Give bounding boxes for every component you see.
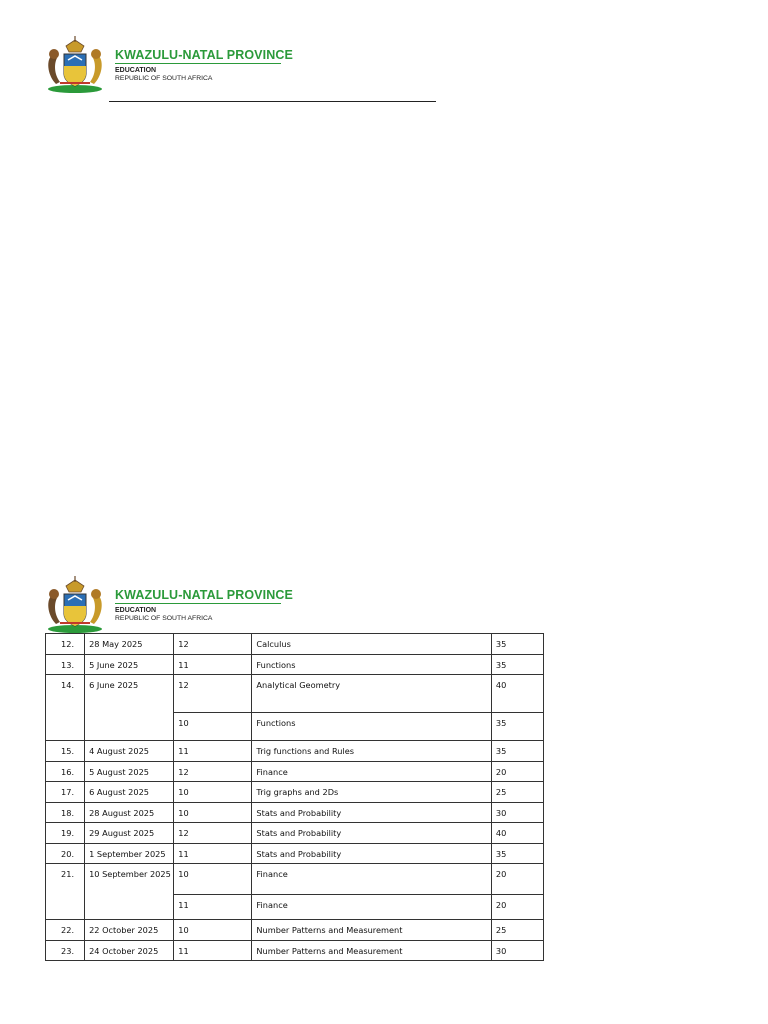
country-name: REPUBLIC OF SOUTH AFRICA — [115, 615, 213, 622]
row-marks: 25 — [491, 782, 543, 803]
row-grade: 12 — [174, 823, 252, 844]
table-row — [46, 761, 544, 782]
row-number: 22. — [46, 920, 85, 941]
department-name: EDUCATION — [115, 67, 157, 74]
table-row — [46, 782, 544, 803]
table-row — [46, 940, 544, 961]
row-date: 6 August 2025 — [85, 782, 174, 803]
row-topic: Number Patterns and Measurement — [252, 940, 491, 961]
row-marks: 20 — [491, 895, 543, 920]
department-name: EDUCATION — [115, 607, 157, 614]
row-grade: 10 — [174, 802, 252, 823]
row-date: 29 August 2025 — [85, 823, 174, 844]
row-grade: 10 — [174, 920, 252, 941]
row-topic: Number Patterns and Measurement — [252, 920, 491, 941]
table-row — [46, 920, 544, 941]
row-topic: Trig graphs and 2Ds — [252, 782, 491, 803]
row-number: 14. — [46, 675, 85, 741]
row-marks: 25 — [491, 920, 543, 941]
row-number: 13. — [46, 654, 85, 675]
schedule-table-2 — [45, 633, 544, 961]
row-topic: Functions — [252, 713, 491, 741]
row-topic: Finance — [252, 895, 491, 920]
row-marks: 20 — [491, 761, 543, 782]
row-grade: 11 — [174, 940, 252, 961]
row-number: 15. — [46, 741, 85, 762]
row-marks: 35 — [491, 713, 543, 741]
row-grade: 11 — [174, 895, 252, 920]
row-grade: 10 — [174, 782, 252, 803]
row-date: 10 September 2025 — [85, 864, 174, 920]
row-marks: 30 — [491, 802, 543, 823]
table-row — [46, 864, 544, 895]
row-grade: 11 — [174, 843, 252, 864]
row-date: 5 June 2025 — [85, 654, 174, 675]
row-topic: Analytical Geometry — [252, 675, 491, 713]
row-number: 23. — [46, 940, 85, 961]
province-name: KWAZULU-NATAL PROVINCE — [115, 48, 293, 62]
row-marks: 35 — [491, 654, 543, 675]
row-grade: 12 — [174, 675, 252, 713]
table-row — [46, 823, 544, 844]
row-date: 28 May 2025 — [85, 634, 174, 655]
table-row — [46, 843, 544, 864]
letterhead-top — [44, 36, 293, 94]
row-marks: 30 — [491, 940, 543, 961]
row-grade: 10 — [174, 864, 252, 895]
row-topic: Finance — [252, 864, 491, 895]
row-grade: 11 — [174, 654, 252, 675]
row-topic: Finance — [252, 761, 491, 782]
row-marks: 35 — [491, 843, 543, 864]
row-date: 22 October 2025 — [85, 920, 174, 941]
table-row — [46, 741, 544, 762]
row-topic: Stats and Probability — [252, 802, 491, 823]
row-grade: 11 — [174, 741, 252, 762]
row-marks: 35 — [491, 741, 543, 762]
coat-of-arms-icon — [44, 36, 106, 94]
row-number: 12. — [46, 634, 85, 655]
table-row — [46, 802, 544, 823]
row-number: 19. — [46, 823, 85, 844]
country-name: REPUBLIC OF SOUTH AFRICA — [115, 75, 213, 82]
row-topic: Calculus — [252, 634, 491, 655]
row-date: 24 October 2025 — [85, 940, 174, 961]
row-marks: 40 — [491, 675, 543, 713]
row-grade: 12 — [174, 634, 252, 655]
row-topic: Stats and Probability — [252, 843, 491, 864]
table-row — [46, 654, 544, 675]
province-name: KWAZULU-NATAL PROVINCE — [115, 588, 293, 602]
row-date: 1 September 2025 — [85, 843, 174, 864]
table-row — [46, 634, 544, 655]
letterhead-page-2 — [44, 576, 293, 634]
row-topic: Stats and Probability — [252, 823, 491, 844]
row-number: 20. — [46, 843, 85, 864]
table-row — [46, 675, 544, 713]
header-rule — [109, 101, 436, 102]
row-marks: 35 — [491, 634, 543, 655]
row-topic: Functions — [252, 654, 491, 675]
row-grade: 12 — [174, 761, 252, 782]
row-number: 18. — [46, 802, 85, 823]
row-number: 21. — [46, 864, 85, 920]
row-date: 28 August 2025 — [85, 802, 174, 823]
row-marks: 20 — [491, 864, 543, 895]
row-date: 5 August 2025 — [85, 761, 174, 782]
row-number: 17. — [46, 782, 85, 803]
coat-of-arms-icon — [44, 576, 106, 634]
row-topic: Trig functions and Rules — [252, 741, 491, 762]
row-grade: 10 — [174, 713, 252, 741]
row-date: 6 June 2025 — [85, 675, 174, 741]
row-number: 16. — [46, 761, 85, 782]
row-marks: 40 — [491, 823, 543, 844]
row-date: 4 August 2025 — [85, 741, 174, 762]
